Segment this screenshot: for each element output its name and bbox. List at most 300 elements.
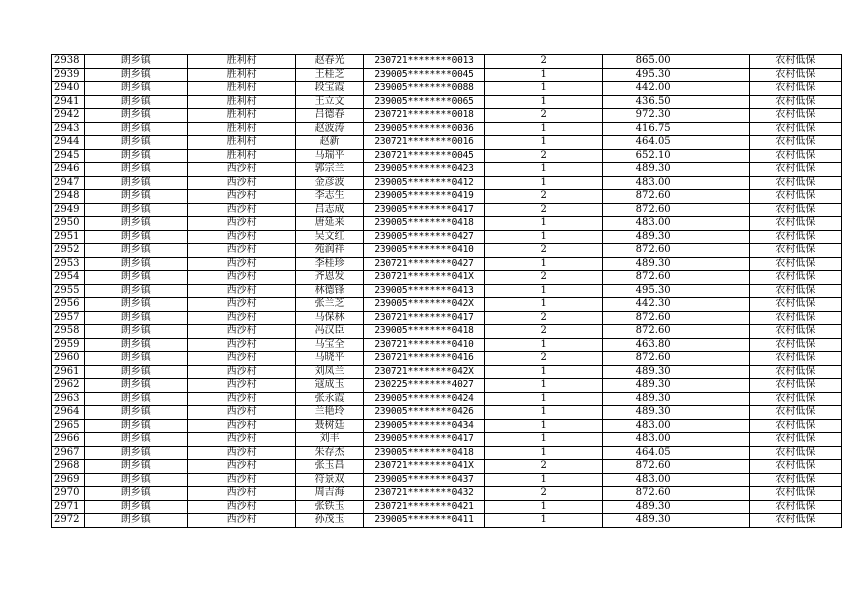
amount-cell: 489.30: [603, 257, 750, 271]
row-number-cell: 2956: [52, 298, 85, 312]
name-cell: 周吉海: [296, 487, 363, 501]
id-number-cell: 230721********0016: [363, 136, 485, 150]
household-size-cell: 1: [485, 68, 603, 82]
household-size-cell: 2: [485, 460, 603, 474]
village-cell: 西沙村: [187, 365, 295, 379]
amount-cell: 489.30: [603, 379, 750, 393]
village-cell: 西沙村: [187, 419, 295, 433]
table-row: [52, 257, 842, 271]
name-cell: 吴文红: [296, 230, 363, 244]
table-row: [52, 149, 842, 163]
id-number-cell: 239005********0088: [363, 82, 485, 96]
village-cell: 西沙村: [187, 514, 295, 528]
id-number-cell: 239005********0417: [363, 433, 485, 447]
village-cell: 西沙村: [187, 230, 295, 244]
row-number-cell: 2942: [52, 109, 85, 123]
row-number-cell: 2960: [52, 352, 85, 366]
village-cell: 西沙村: [187, 190, 295, 204]
name-cell: 张永霞: [296, 392, 363, 406]
row-number-cell: 2941: [52, 95, 85, 109]
id-number-cell: 230721********0045: [363, 149, 485, 163]
amount-cell: 489.30: [603, 514, 750, 528]
id-number-cell: 239005********0424: [363, 392, 485, 406]
township-cell: 朗乡镇: [84, 122, 187, 136]
household-size-cell: 1: [485, 136, 603, 150]
household-size-cell: 2: [485, 190, 603, 204]
row-number-cell: 2953: [52, 257, 85, 271]
name-cell: 赵春光: [296, 55, 363, 69]
row-number-cell: 2954: [52, 271, 85, 285]
assistance-type-cell: 农村低保: [749, 55, 841, 69]
village-cell: 西沙村: [187, 473, 295, 487]
household-size-cell: 2: [485, 487, 603, 501]
id-number-cell: 230721********0013: [363, 55, 485, 69]
village-cell: 西沙村: [187, 487, 295, 501]
row-number-cell: 2968: [52, 460, 85, 474]
household-size-cell: 1: [485, 473, 603, 487]
assistance-type-cell: 农村低保: [749, 379, 841, 393]
name-cell: 林德锋: [296, 284, 363, 298]
assistance-type-cell: 农村低保: [749, 82, 841, 96]
name-cell: 王立文: [296, 95, 363, 109]
assistance-type-cell: 农村低保: [749, 433, 841, 447]
village-cell: 西沙村: [187, 176, 295, 190]
township-cell: 朗乡镇: [84, 203, 187, 217]
village-cell: 西沙村: [187, 406, 295, 420]
village-cell: 胜利村: [187, 68, 295, 82]
row-number-cell: 2969: [52, 473, 85, 487]
amount-cell: 464.05: [603, 136, 750, 150]
assistance-type-cell: 农村低保: [749, 217, 841, 231]
id-number-cell: 230721********041X: [363, 271, 485, 285]
assistance-type-cell: 农村低保: [749, 163, 841, 177]
township-cell: 朗乡镇: [84, 82, 187, 96]
table-row: [52, 473, 842, 487]
amount-cell: 483.00: [603, 176, 750, 190]
row-number-cell: 2952: [52, 244, 85, 258]
table-row: [52, 338, 842, 352]
id-number-cell: 239005********0412: [363, 176, 485, 190]
table-row: [52, 203, 842, 217]
name-cell: 李桂珍: [296, 257, 363, 271]
township-cell: 朗乡镇: [84, 365, 187, 379]
household-size-cell: 2: [485, 244, 603, 258]
name-cell: 吕志成: [296, 203, 363, 217]
village-cell: 西沙村: [187, 163, 295, 177]
name-cell: 冯汉臣: [296, 325, 363, 339]
assistance-type-cell: 农村低保: [749, 514, 841, 528]
table-row: [52, 82, 842, 96]
amount-cell: 872.60: [603, 311, 750, 325]
name-cell: 兰艳玲: [296, 406, 363, 420]
row-number-cell: 2965: [52, 419, 85, 433]
assistance-type-cell: 农村低保: [749, 392, 841, 406]
name-cell: 唐延来: [296, 217, 363, 231]
village-cell: 西沙村: [187, 203, 295, 217]
amount-cell: 489.30: [603, 163, 750, 177]
assistance-type-cell: 农村低保: [749, 257, 841, 271]
id-number-cell: 239005********0418: [363, 446, 485, 460]
id-number-cell: 239005********0418: [363, 325, 485, 339]
name-cell: 赵波涛: [296, 122, 363, 136]
table-row: [52, 163, 842, 177]
amount-cell: 483.00: [603, 473, 750, 487]
village-cell: 西沙村: [187, 392, 295, 406]
name-cell: 张铁玉: [296, 500, 363, 514]
household-size-cell: 1: [485, 433, 603, 447]
household-size-cell: 2: [485, 55, 603, 69]
table-row: [52, 190, 842, 204]
table-row: [52, 109, 842, 123]
household-size-cell: 1: [485, 82, 603, 96]
row-number-cell: 2943: [52, 122, 85, 136]
table-row: [52, 446, 842, 460]
assistance-type-cell: 农村低保: [749, 311, 841, 325]
id-number-cell: 239005********0437: [363, 473, 485, 487]
row-number-cell: 2967: [52, 446, 85, 460]
household-size-cell: 1: [485, 379, 603, 393]
amount-cell: 463.80: [603, 338, 750, 352]
township-cell: 朗乡镇: [84, 406, 187, 420]
household-size-cell: 1: [485, 163, 603, 177]
household-size-cell: 1: [485, 284, 603, 298]
relief-roster-table: [51, 54, 842, 528]
name-cell: 段宝霞: [296, 82, 363, 96]
row-number-cell: 2957: [52, 311, 85, 325]
table-row: [52, 122, 842, 136]
township-cell: 朗乡镇: [84, 190, 187, 204]
township-cell: 朗乡镇: [84, 271, 187, 285]
table-row: [52, 136, 842, 150]
village-cell: 胜利村: [187, 95, 295, 109]
village-cell: 西沙村: [187, 379, 295, 393]
assistance-type-cell: 农村低保: [749, 190, 841, 204]
township-cell: 朗乡镇: [84, 163, 187, 177]
village-cell: 西沙村: [187, 298, 295, 312]
amount-cell: 872.60: [603, 190, 750, 204]
assistance-type-cell: 农村低保: [749, 109, 841, 123]
amount-cell: 495.30: [603, 68, 750, 82]
name-cell: 马宝全: [296, 338, 363, 352]
table-row: [52, 419, 842, 433]
household-size-cell: 1: [485, 406, 603, 420]
household-size-cell: 1: [485, 392, 603, 406]
row-number-cell: 2972: [52, 514, 85, 528]
amount-cell: 489.30: [603, 392, 750, 406]
name-cell: 赵新: [296, 136, 363, 150]
name-cell: 聂树廷: [296, 419, 363, 433]
amount-cell: 865.00: [603, 55, 750, 69]
id-number-cell: 239005********0413: [363, 284, 485, 298]
id-number-cell: 239005********0419: [363, 190, 485, 204]
assistance-type-cell: 农村低保: [749, 122, 841, 136]
amount-cell: 489.30: [603, 500, 750, 514]
row-number-cell: 2971: [52, 500, 85, 514]
row-number-cell: 2949: [52, 203, 85, 217]
township-cell: 朗乡镇: [84, 500, 187, 514]
name-cell: 苑润祥: [296, 244, 363, 258]
table-row: [52, 311, 842, 325]
id-number-cell: 239005********0423: [363, 163, 485, 177]
row-number-cell: 2966: [52, 433, 85, 447]
row-number-cell: 2940: [52, 82, 85, 96]
household-size-cell: 2: [485, 149, 603, 163]
id-number-cell: 239005********0434: [363, 419, 485, 433]
amount-cell: 489.30: [603, 365, 750, 379]
table-row: [52, 271, 842, 285]
township-cell: 朗乡镇: [84, 149, 187, 163]
township-cell: 朗乡镇: [84, 217, 187, 231]
household-size-cell: 1: [485, 230, 603, 244]
township-cell: 朗乡镇: [84, 55, 187, 69]
assistance-type-cell: 农村低保: [749, 203, 841, 217]
id-number-cell: 239005********0065: [363, 95, 485, 109]
row-number-cell: 2939: [52, 68, 85, 82]
household-size-cell: 1: [485, 514, 603, 528]
id-number-cell: 239005********0045: [363, 68, 485, 82]
township-cell: 朗乡镇: [84, 325, 187, 339]
assistance-type-cell: 农村低保: [749, 365, 841, 379]
township-cell: 朗乡镇: [84, 68, 187, 82]
amount-cell: 495.30: [603, 284, 750, 298]
amount-cell: 489.30: [603, 230, 750, 244]
id-number-cell: 239005********042X: [363, 298, 485, 312]
township-cell: 朗乡镇: [84, 230, 187, 244]
household-size-cell: 2: [485, 352, 603, 366]
township-cell: 朗乡镇: [84, 392, 187, 406]
amount-cell: 872.60: [603, 352, 750, 366]
amount-cell: 872.60: [603, 325, 750, 339]
household-size-cell: 1: [485, 446, 603, 460]
village-cell: 西沙村: [187, 352, 295, 366]
name-cell: 符景双: [296, 473, 363, 487]
table-row: [52, 406, 842, 420]
township-cell: 朗乡镇: [84, 176, 187, 190]
household-size-cell: 2: [485, 109, 603, 123]
village-cell: 西沙村: [187, 217, 295, 231]
amount-cell: 483.00: [603, 419, 750, 433]
township-cell: 朗乡镇: [84, 487, 187, 501]
table-row: [52, 284, 842, 298]
table-row: [52, 244, 842, 258]
household-size-cell: 2: [485, 325, 603, 339]
name-cell: 王桂芝: [296, 68, 363, 82]
township-cell: 朗乡镇: [84, 379, 187, 393]
household-size-cell: 1: [485, 419, 603, 433]
village-cell: 胜利村: [187, 122, 295, 136]
amount-cell: 436.50: [603, 95, 750, 109]
id-number-cell: 230721********0410: [363, 338, 485, 352]
household-size-cell: 1: [485, 257, 603, 271]
id-number-cell: 239005********0427: [363, 230, 485, 244]
row-number-cell: 2961: [52, 365, 85, 379]
id-number-cell: 239005********0426: [363, 406, 485, 420]
name-cell: 刘丰: [296, 433, 363, 447]
assistance-type-cell: 农村低保: [749, 500, 841, 514]
amount-cell: 872.60: [603, 271, 750, 285]
name-cell: 马瑞平: [296, 149, 363, 163]
township-cell: 朗乡镇: [84, 446, 187, 460]
id-number-cell: 230721********0416: [363, 352, 485, 366]
row-number-cell: 2938: [52, 55, 85, 69]
id-number-cell: 230721********0417: [363, 311, 485, 325]
township-cell: 朗乡镇: [84, 460, 187, 474]
amount-cell: 483.00: [603, 217, 750, 231]
assistance-type-cell: 农村低保: [749, 473, 841, 487]
village-cell: 胜利村: [187, 82, 295, 96]
household-size-cell: 1: [485, 122, 603, 136]
table-row: [52, 487, 842, 501]
row-number-cell: 2946: [52, 163, 85, 177]
table-row: [52, 392, 842, 406]
row-number-cell: 2962: [52, 379, 85, 393]
table-row: [52, 352, 842, 366]
township-cell: 朗乡镇: [84, 298, 187, 312]
assistance-type-cell: 农村低保: [749, 136, 841, 150]
household-size-cell: 2: [485, 271, 603, 285]
township-cell: 朗乡镇: [84, 352, 187, 366]
assistance-type-cell: 农村低保: [749, 419, 841, 433]
table-row: [52, 217, 842, 231]
amount-cell: 442.00: [603, 82, 750, 96]
assistance-type-cell: 农村低保: [749, 230, 841, 244]
id-number-cell: 230721********0432: [363, 487, 485, 501]
household-size-cell: 1: [485, 298, 603, 312]
township-cell: 朗乡镇: [84, 419, 187, 433]
village-cell: 胜利村: [187, 136, 295, 150]
id-number-cell: 239005********0417: [363, 203, 485, 217]
household-size-cell: 1: [485, 176, 603, 190]
household-size-cell: 1: [485, 95, 603, 109]
id-number-cell: 230721********0427: [363, 257, 485, 271]
village-cell: 西沙村: [187, 338, 295, 352]
row-number-cell: 2950: [52, 217, 85, 231]
village-cell: 西沙村: [187, 284, 295, 298]
township-cell: 朗乡镇: [84, 136, 187, 150]
assistance-type-cell: 农村低保: [749, 244, 841, 258]
name-cell: 马晓平: [296, 352, 363, 366]
amount-cell: 442.30: [603, 298, 750, 312]
id-number-cell: 230721********0018: [363, 109, 485, 123]
row-number-cell: 2945: [52, 149, 85, 163]
household-size-cell: 1: [485, 338, 603, 352]
township-cell: 朗乡镇: [84, 433, 187, 447]
village-cell: 西沙村: [187, 500, 295, 514]
amount-cell: 464.05: [603, 446, 750, 460]
row-number-cell: 2958: [52, 325, 85, 339]
name-cell: 马保林: [296, 311, 363, 325]
village-cell: 西沙村: [187, 460, 295, 474]
name-cell: 朱存杰: [296, 446, 363, 460]
name-cell: 孙茂玉: [296, 514, 363, 528]
assistance-type-cell: 农村低保: [749, 176, 841, 190]
row-number-cell: 2970: [52, 487, 85, 501]
village-cell: 胜利村: [187, 55, 295, 69]
table-row: [52, 298, 842, 312]
township-cell: 朗乡镇: [84, 338, 187, 352]
id-number-cell: 230225********4027: [363, 379, 485, 393]
table-row: [52, 365, 842, 379]
name-cell: 寇成玉: [296, 379, 363, 393]
household-size-cell: 1: [485, 365, 603, 379]
table-row: [52, 95, 842, 109]
assistance-type-cell: 农村低保: [749, 352, 841, 366]
id-number-cell: 230721********042X: [363, 365, 485, 379]
household-size-cell: 1: [485, 217, 603, 231]
name-cell: 郭宗兰: [296, 163, 363, 177]
row-number-cell: 2944: [52, 136, 85, 150]
amount-cell: 489.30: [603, 406, 750, 420]
table-row: [52, 500, 842, 514]
row-number-cell: 2951: [52, 230, 85, 244]
id-number-cell: 230721********041X: [363, 460, 485, 474]
township-cell: 朗乡镇: [84, 244, 187, 258]
assistance-type-cell: 农村低保: [749, 406, 841, 420]
table-row: [52, 514, 842, 528]
amount-cell: 872.60: [603, 460, 750, 474]
township-cell: 朗乡镇: [84, 95, 187, 109]
assistance-type-cell: 农村低保: [749, 95, 841, 109]
township-cell: 朗乡镇: [84, 311, 187, 325]
household-size-cell: 2: [485, 311, 603, 325]
village-cell: 西沙村: [187, 244, 295, 258]
name-cell: 张玉昌: [296, 460, 363, 474]
assistance-type-cell: 农村低保: [749, 338, 841, 352]
row-number-cell: 2955: [52, 284, 85, 298]
id-number-cell: 230721********0421: [363, 500, 485, 514]
row-number-cell: 2964: [52, 406, 85, 420]
household-size-cell: 1: [485, 500, 603, 514]
assistance-type-cell: 农村低保: [749, 487, 841, 501]
assistance-type-cell: 农村低保: [749, 298, 841, 312]
amount-cell: 872.60: [603, 203, 750, 217]
township-cell: 朗乡镇: [84, 109, 187, 123]
township-cell: 朗乡镇: [84, 473, 187, 487]
assistance-type-cell: 农村低保: [749, 284, 841, 298]
village-cell: 西沙村: [187, 446, 295, 460]
assistance-type-cell: 农村低保: [749, 446, 841, 460]
village-cell: 西沙村: [187, 311, 295, 325]
table-row: [52, 55, 842, 69]
id-number-cell: 239005********0418: [363, 217, 485, 231]
name-cell: 金彦波: [296, 176, 363, 190]
table-row: [52, 68, 842, 82]
name-cell: 吕德春: [296, 109, 363, 123]
amount-cell: 872.60: [603, 244, 750, 258]
village-cell: 西沙村: [187, 325, 295, 339]
name-cell: 李志生: [296, 190, 363, 204]
village-cell: 西沙村: [187, 257, 295, 271]
amount-cell: 872.60: [603, 487, 750, 501]
village-cell: 西沙村: [187, 433, 295, 447]
amount-cell: 972.30: [603, 109, 750, 123]
id-number-cell: 239005********0410: [363, 244, 485, 258]
table-row: [52, 460, 842, 474]
township-cell: 朗乡镇: [84, 514, 187, 528]
assistance-type-cell: 农村低保: [749, 325, 841, 339]
id-number-cell: 239005********0036: [363, 122, 485, 136]
row-number-cell: 2959: [52, 338, 85, 352]
name-cell: 张兰芝: [296, 298, 363, 312]
name-cell: 刘凤兰: [296, 365, 363, 379]
amount-cell: 416.75: [603, 122, 750, 136]
village-cell: 胜利村: [187, 149, 295, 163]
table-row: [52, 379, 842, 393]
id-number-cell: 239005********0411: [363, 514, 485, 528]
village-cell: 西沙村: [187, 271, 295, 285]
row-number-cell: 2948: [52, 190, 85, 204]
village-cell: 胜利村: [187, 109, 295, 123]
